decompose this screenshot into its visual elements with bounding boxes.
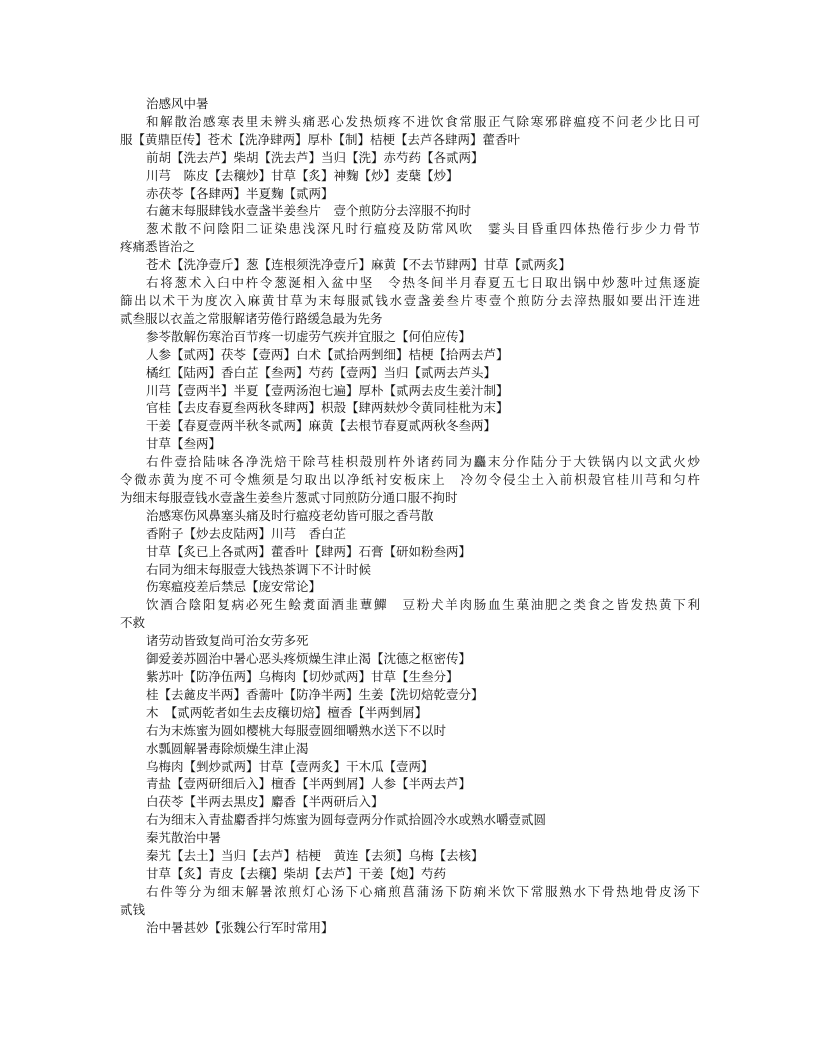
ingredient-line: 苍术【洗净壹斤】葱【连根须洗净壹斤】麻黄【不去节肆两】甘草【贰两炙】 bbox=[146, 257, 572, 273]
instruction-line: 右将葱术入臼中杵令葱涎相入盆中坚 令热冬间半月春夏五七日取出锅中炒葱叶过焦逐旋 bbox=[146, 275, 700, 291]
instruction-line: 右件壹拾陆味各净洗焙干除芎桂枳殻別杵外诸药同为麤末分作陆分于大铁锅内以文武火炒 bbox=[146, 454, 700, 470]
ingredient-line: 甘草【叁两】 bbox=[146, 436, 222, 452]
instruction-line: 篩出以术干为度次入麻黄甘草为末每服贰钱水壹盏姜叁片枣壹个煎防分去滓热服如要出汗连进 bbox=[120, 292, 700, 308]
ingredient-line: 橘红【陆两】香白芷【叁两】芍药【壹两】当归【贰两去芦头】 bbox=[146, 364, 497, 380]
instruction-line: 右为末炼蜜为圆如樱桃大每服壹圆细嚼熟水送下不以时 bbox=[146, 722, 447, 738]
ingredient-line: 甘草【炙】青皮【去穰】柴胡【去芦】干姜【炮】芍药 bbox=[146, 865, 447, 881]
instruction-line: 贰叁服以衣盖之常服解诸劳倦行路缓急最为先务 bbox=[120, 310, 383, 326]
ingredient-line: 香附子【炒去皮陆两】川芎 香白芷 bbox=[146, 525, 347, 541]
ingredient-line: 前胡【洗去芦】柴胡【洗去芦】当归【洗】赤芍药【各贰两】 bbox=[146, 149, 484, 165]
instruction-line: 贰钱 bbox=[120, 901, 146, 917]
ingredient-line: 干姜【春夏壹两半秋冬贰两】麻黄【去根节春夏贰两秋冬叁两】 bbox=[146, 418, 497, 434]
text-line: 疼痛悉皆治之 bbox=[120, 239, 196, 255]
recipe-title-line: 水瓢圆解暑毒除烦燥生津止渴 bbox=[146, 740, 309, 756]
ingredient-line: 赤茯苓【各肆两】半夏麴【贰两】 bbox=[146, 185, 334, 201]
ingredient-line: 人参【贰两】茯苓【壹两】白术【贰拾两剉细】桔梗【拾两去芦】 bbox=[146, 346, 509, 362]
ingredient-line: 乌梅肉【剉炒贰两】甘草【壹两炙】干木瓜【壹两】 bbox=[146, 758, 434, 774]
text-line: 和解散治感寒表里未辨头痛恶心发热烦疼不进饮食常服正气除寒邪辟瘟疫不问老少比日可 bbox=[146, 113, 700, 129]
document-page bbox=[120, 95, 700, 937]
ingredient-line: 秦艽【去土】当归【去芦】桔梗 黄连【去须】乌梅【去核】 bbox=[146, 848, 484, 864]
text-line: 不救 bbox=[120, 615, 146, 631]
instruction-line: 为细末每服壹钱水壹盏生姜叁片葱贰寸同煎防分通口服不拘时 bbox=[120, 489, 458, 505]
ingredient-line: 紫苏叶【防净伍两】乌梅肉【切炒贰两】甘草【生叁分】 bbox=[146, 669, 459, 684]
text-line: 服【黄鼎臣传】苍术【洗净肆两】厚朴【制】桔梗【去芦各肆两】藿香叶 bbox=[120, 131, 521, 147]
recipe-title-line: 御爱姜苏圆治中暑心恶头疼烦燥生津止渴【沈德之枢密传】 bbox=[146, 651, 472, 667]
recipe-title-line: 参苓散解伤寒治百节疼一切虚劳气疾并宜服之【何伯应传】 bbox=[146, 328, 472, 344]
text-line: 饮酒合陰阳复病必死生鲙煑面酒韭蕈鱓 豆粉犬羊肉肠血生菓油肥之类食之皆发热黄下利 bbox=[146, 597, 700, 613]
ingredient-line: 官桂【去皮春夏叁两秋冬肆两】枳殻【肆两麸炒令黄同桂枇为末】 bbox=[146, 400, 509, 416]
instruction-line: 右件等分为细末解暑浓煎灯心汤下心痛煎菖蒲汤下防痢米饮下常服熟水下骨热地骨皮汤下 bbox=[146, 883, 700, 899]
instruction-line: 令微赤黄为度不可令燋须是匀取出以净纸衬安板床上 冷勿令侵尘土入前枳殻官桂川芎和匀杵 bbox=[120, 472, 700, 488]
text-line: 诸劳动皆致复尚可治女劳多死 bbox=[146, 633, 309, 649]
ingredient-line: 桂【去麄皮半两】香薷叶【防净半两】生姜【洗切焙乾壹分】 bbox=[146, 686, 484, 702]
instruction-line: 右麄末每服肆钱水壹盏半姜叁片 壹个煎防分去滓服不拘时 bbox=[146, 203, 472, 219]
section-heading: 治感风中暑 bbox=[146, 96, 209, 111]
ingredient-line: 川芎 陈皮【去穰炒】甘草【炙】神麴【炒】麦蘖【炒】 bbox=[146, 167, 459, 183]
instruction-line: 右同为细末每服壹大钱热茶调下不计时候 bbox=[146, 561, 372, 577]
ingredient-line: 白茯苓【半两去黒皮】麝香【半两研后入】 bbox=[146, 794, 384, 810]
recipe-title-line: 葱术散不问陰阳二证染患浅深凡时行瘟疫及防常风吹 霎头目昏重四体热倦行步少力骨节 bbox=[146, 221, 700, 237]
section-heading: 伤寒瘟疫差后禁忌【庞安常论】 bbox=[146, 579, 322, 595]
recipe-title-line: 秦艽散治中暑 bbox=[146, 830, 222, 846]
recipe-title-line: 治感寒伤风鼻塞头痛及时行瘟疫老幼皆可服之香芎散 bbox=[146, 507, 434, 523]
section-heading: 治中暑甚妙【张魏公行军时常用】 bbox=[146, 919, 334, 935]
ingredient-line: 青盐【壹两研细后入】檀香【半两剉屑】人参【半两去芦】 bbox=[146, 776, 472, 792]
ingredient-line: 川芎【壹两半】半夏【壹两汤泡七遍】厚朴【贰两去皮生姜汁制】 bbox=[146, 382, 509, 398]
ingredient-line: 木 【贰两乾者如生去皮穰切焙】檀香【半两剉屑】 bbox=[146, 704, 428, 720]
instruction-line: 右为细末入青盐麝香拌匀炼蜜为圆每壹两分作贰拾圆冷水或熟水嚼壹贰圆 bbox=[146, 812, 547, 828]
ingredient-line: 甘草【炙已上各贰两】藿香叶【肆两】石膏【研如粉叁两】 bbox=[146, 543, 472, 559]
